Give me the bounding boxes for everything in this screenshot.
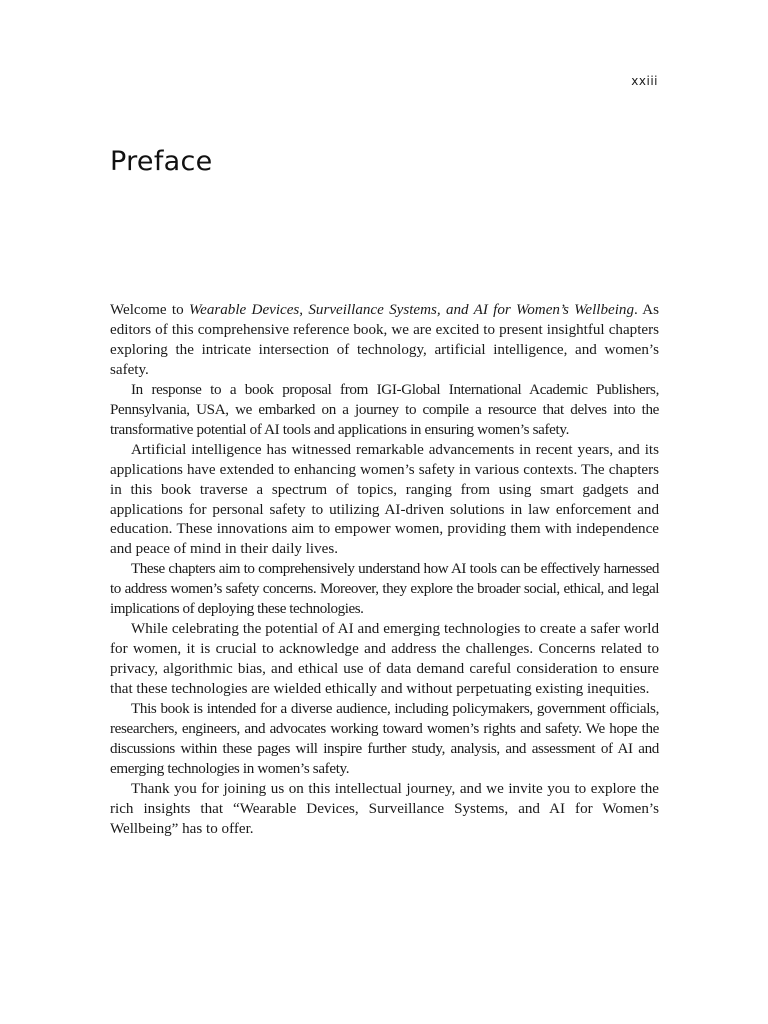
paragraph-4: These chapters aim to comprehensively understand how AI tools can be effectively harnessed to address women’s safety concerns. Moreover, they explore the broader social, ethical, and legal implications of deploying these technologies. xyxy=(110,561,659,618)
paragraph-7: Thank you for joining us on this intellectual journey, and we invite you to explore the rich insights that “Wearable Devices, Surveillance Systems, and AI for Women’s Wellbeing” has to offer. xyxy=(110,780,659,837)
paragraph-2: In response to a book proposal from IGI-Global International Academic Publishers, Pennsylvania, USA, we embarked on a journey to compile a resource that delves into the transformative potential of AI tools and applications in ensuring women’s safety. xyxy=(110,381,659,438)
paragraph-1 xyxy=(110,301,659,381)
page-number: xxiii xyxy=(631,74,658,88)
book-title-italic: Wearable Devices, Surveillance Systems, and AI for Women’s Wellbeing xyxy=(188,302,634,318)
paragraph-6: This book is intended for a diverse audience, including policymakers, government officials, researchers, engineers, and advocates working toward women’s rights and safety. We hope the discussions within these pages will inspire further study, analysis, and assessment of AI and emerging technologies in women’s safety. xyxy=(110,701,659,777)
paragraph-3: Artificial intelligence has witnessed remarkable advancements in recent years, and its applications have extended to enhancing women’s safety in various contexts. The chapters in this book traverse a spectrum of topics, ranging from using smart gadgets and applications for personal safety to utilizing AI-driven solutions in law enforcement and education. These innovations aim to empower women, providing them with independence and peace of mind in their daily lives. xyxy=(110,441,659,558)
paragraph-1-intro: Welcome to xyxy=(110,302,189,318)
paragraph-1-rest: . As editors of this comprehensive reference book, we are excited to present insightful chapters exploring the intricate intersection of technology, artificial intelligence, and women’s safety. xyxy=(110,302,660,378)
page-title: Preface xyxy=(110,146,213,177)
paragraph-5: While celebrating the potential of AI and emerging technologies to create a safer world for women, it is crucial to acknowledge and address the challenges. Concerns related to privacy, algorithmic bias, and ethical use of data demand careful consideration to ensure that these technologies are wielded ethically and without perpetuating existing inequities. xyxy=(110,621,659,698)
preface-body xyxy=(110,301,659,840)
